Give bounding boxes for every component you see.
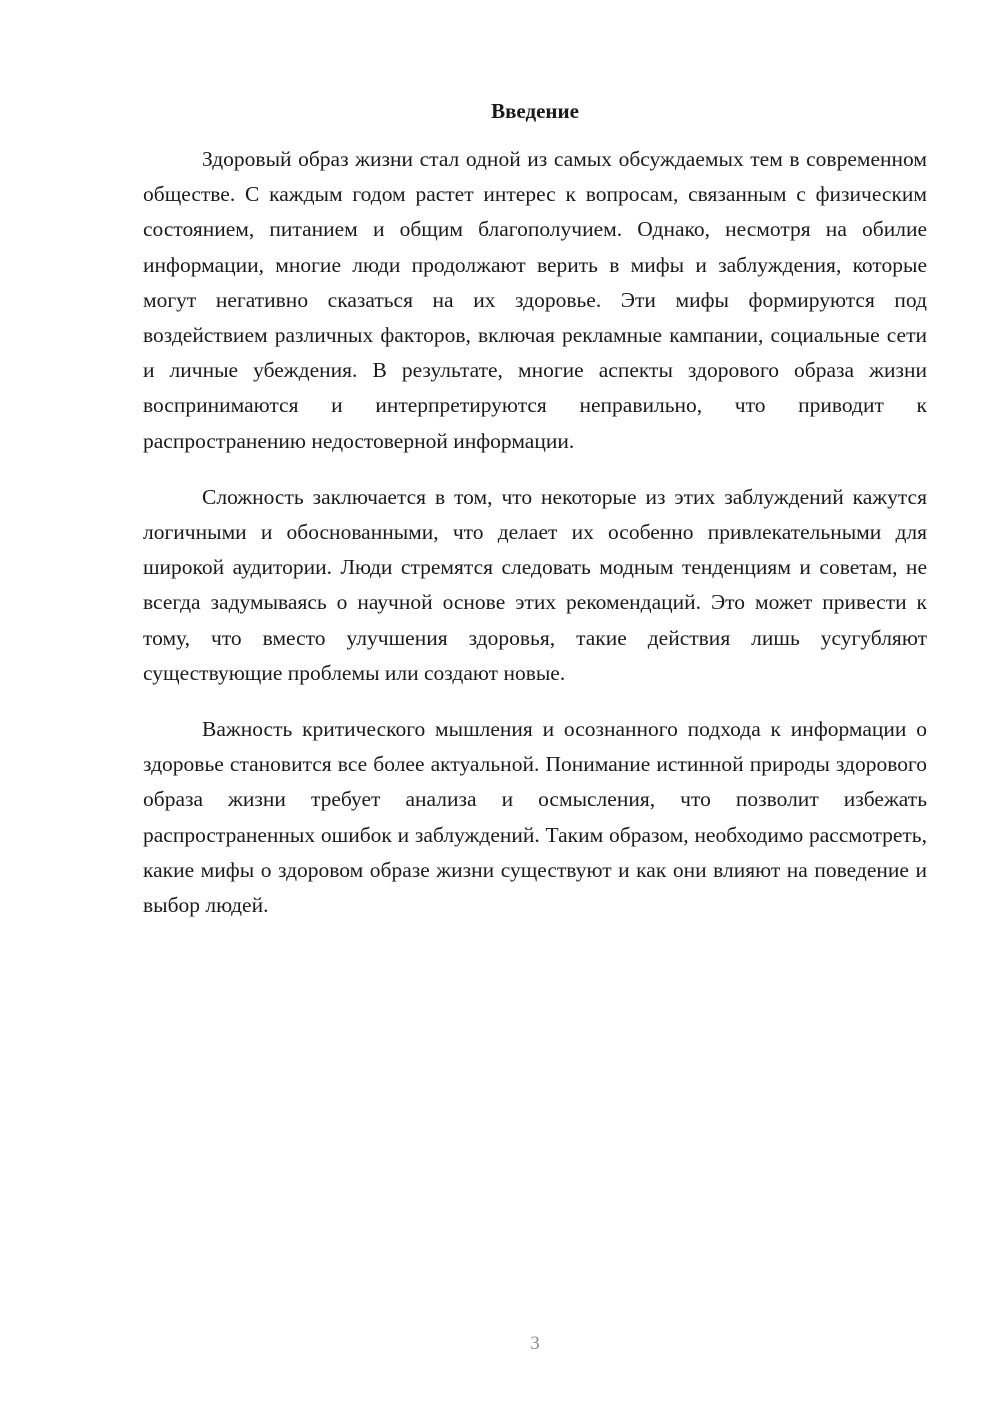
section-title: Введение [491, 99, 579, 123]
paragraph-2: Сложность заключается в том, что некоторые из этих заблуждений кажутся логичными и обоснованными, что делает их особенно привлекательными для широкой аудитории. Люди стремятся следовать модным тенденциям и советам, не всегда задумываясь о научной основе этих рекомендаций. Это может привести к тому, что вместо улучшения здоровья, такие действия лишь усугубляют существующие проблемы или создают новые. [143, 484, 927, 685]
paragraph-1: Здоровый образ жизни стал одной из самых обсуждаемых тем в современном обществе. С каждым годом растет интерес к вопросам, связанным с физическим состоянием, питанием и общим благополучием. Однако, несмотря на обилие информации, многие люди продолжают верить в мифы и заблуждения, которые могут негативно сказаться на их здоровье. Эти мифы формируются под воздействием различных факторов, включая рекламные кампании, социальные сети и личные убеждения. В результате, многие аспекты здорового образа жизни воспринимаются и интерпретируются неправильно, что приводит к распространению недостоверной информации. [143, 147, 927, 453]
paragraph-3: Важность критического мышления и осознанного подхода к информации о здоровье становится все более актуальной. Понимание истинной природы здорового образа жизни требует анализа и осмысления, что позволит избежать распространенных ошибок и заблуждений. Таким образом, необходимо рассмотреть, какие мифы о здоровом образе жизни существуют и как они влияют на поведение и выбор людей. [143, 717, 927, 918]
page-content [143, 96, 927, 923]
page-number: 3 [530, 1333, 540, 1354]
